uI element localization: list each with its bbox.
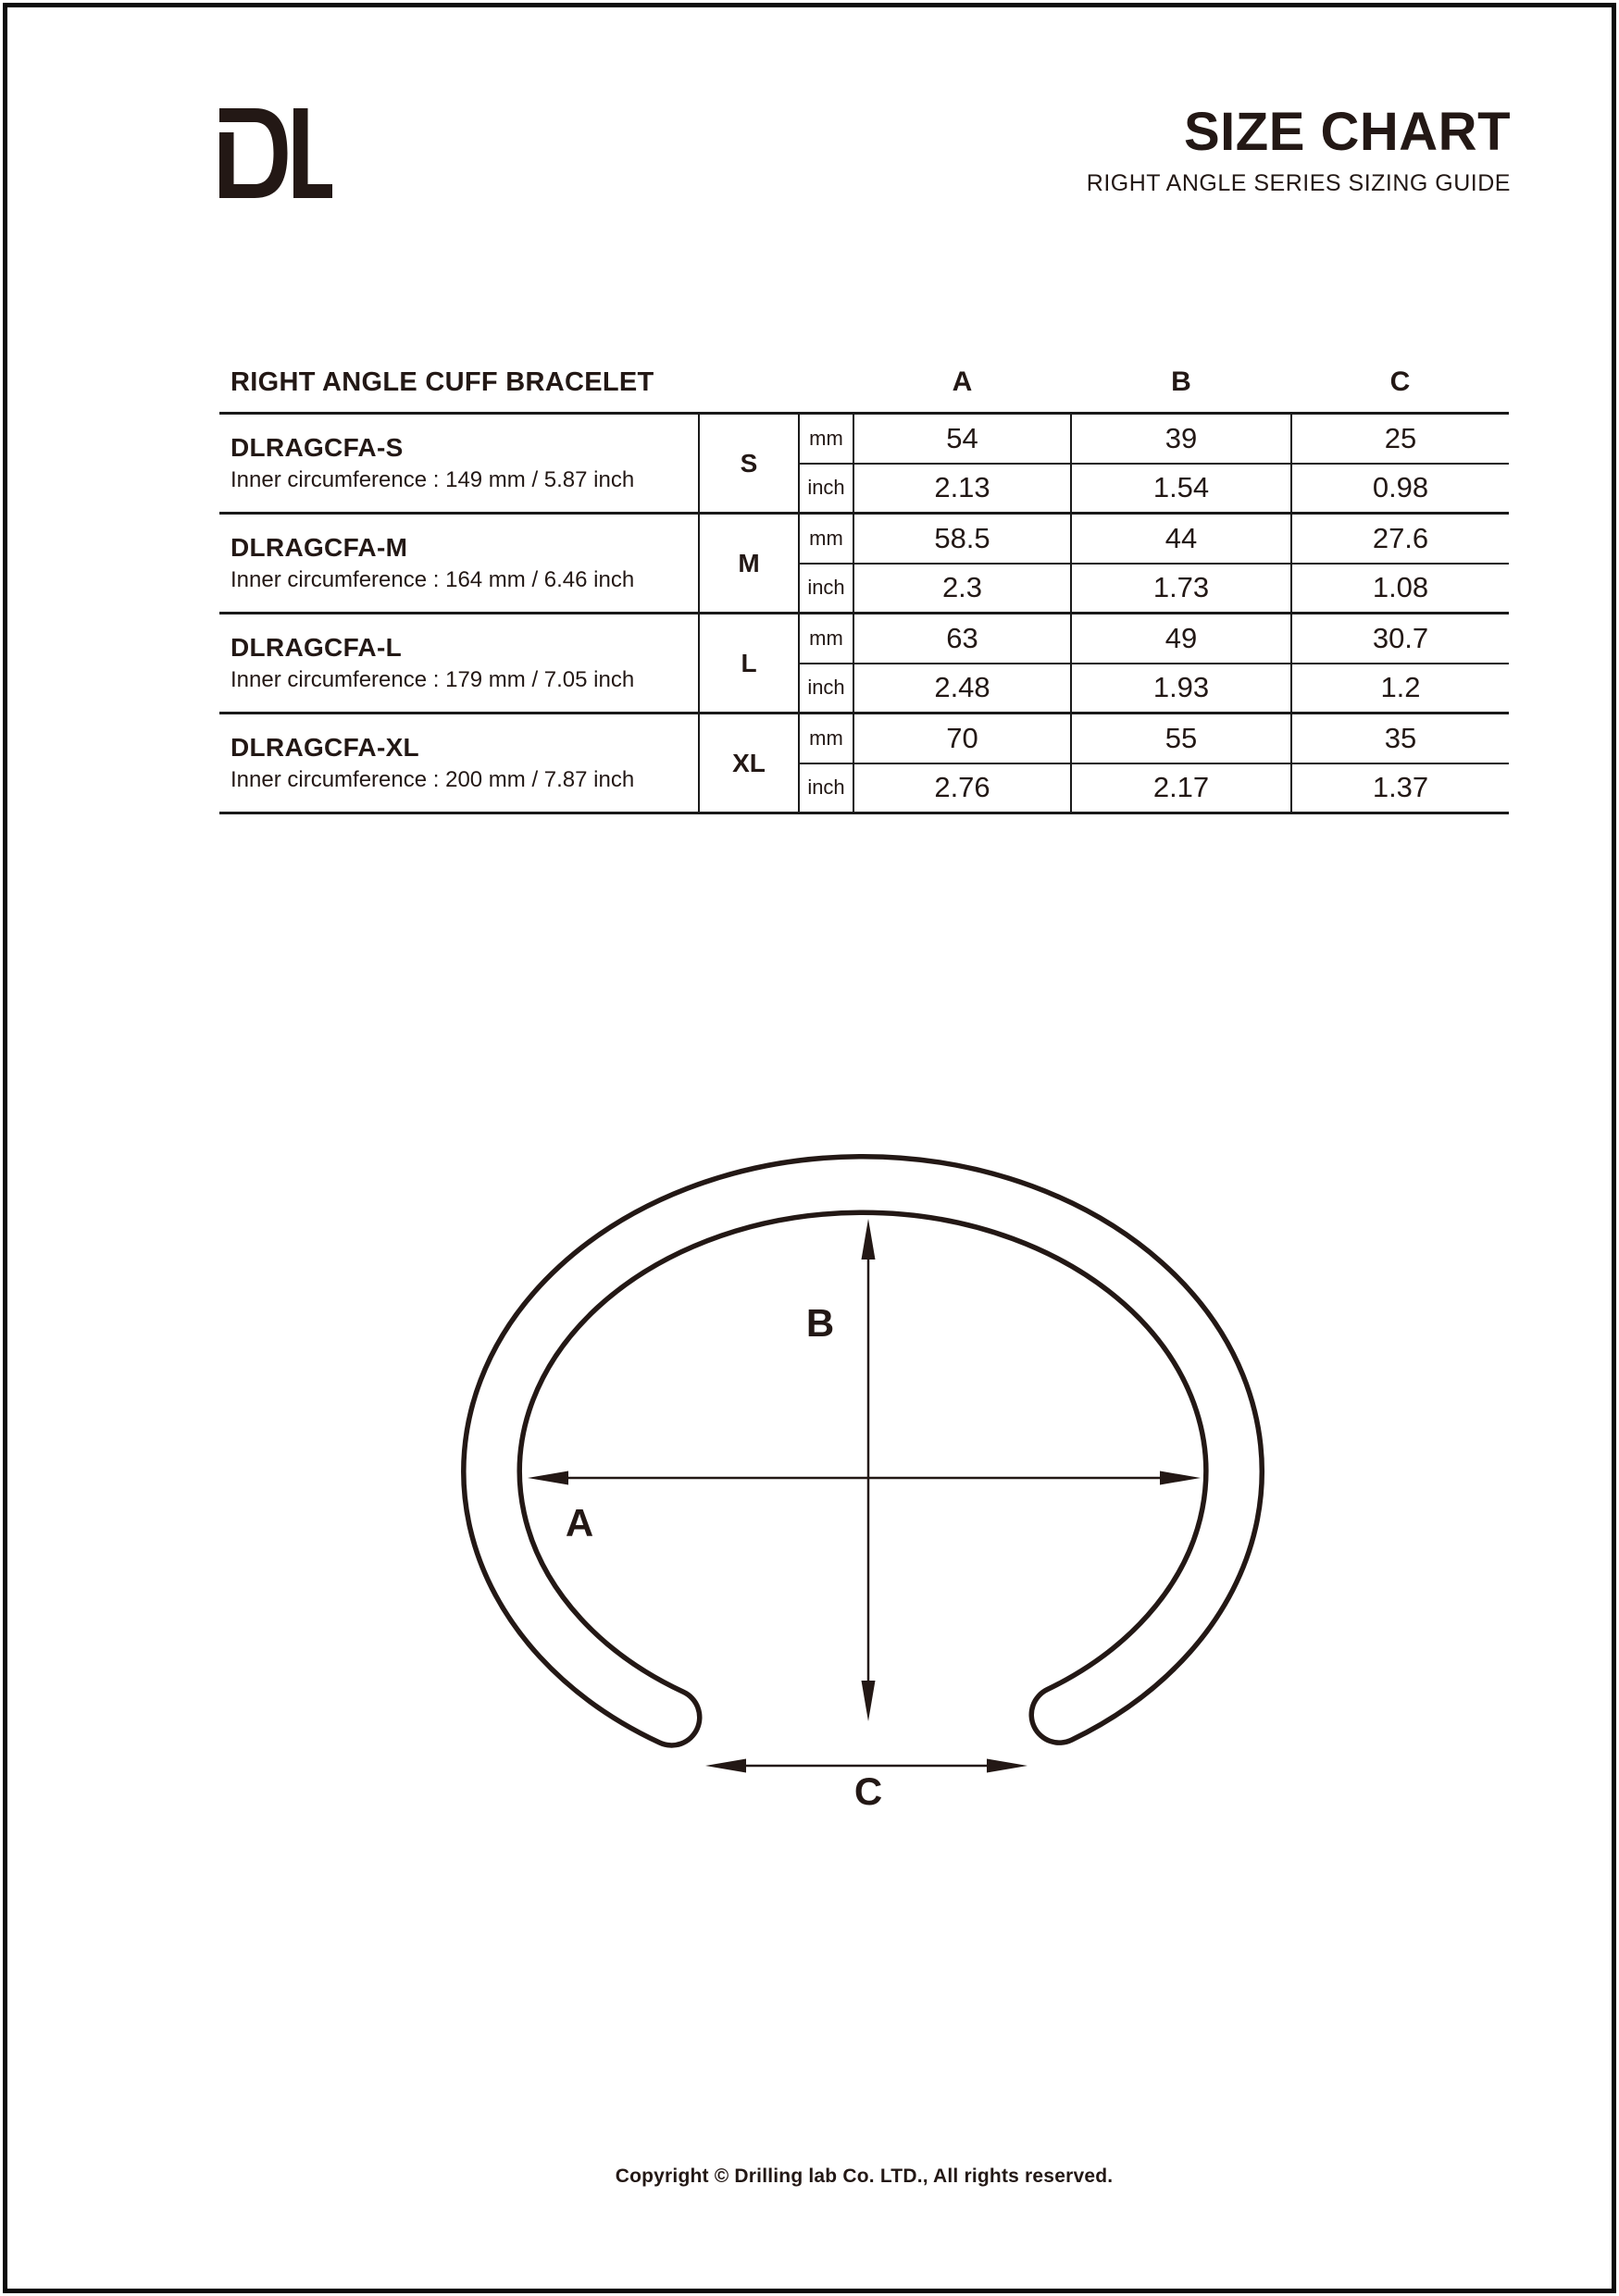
diagram-label-c: C bbox=[853, 1769, 883, 1813]
size-cell-xl: XL bbox=[699, 714, 799, 813]
value-l-mm-b: 49 bbox=[1071, 614, 1291, 664]
table-row bbox=[219, 514, 1509, 564]
diagram-label-a: A bbox=[565, 1501, 594, 1545]
value-s-mm-c: 25 bbox=[1291, 414, 1509, 464]
dim-arrow-a bbox=[528, 1471, 1201, 1485]
diagram-label-b: B bbox=[805, 1301, 835, 1345]
column-header-c: C bbox=[1389, 366, 1411, 397]
unit-label-inch: inch bbox=[799, 763, 853, 813]
size-cell-s: S bbox=[699, 414, 799, 514]
table-header-row bbox=[0, 366, 1619, 403]
value-m-mm-b: 44 bbox=[1071, 514, 1291, 564]
product-code: DLRAGCFA-XL bbox=[230, 733, 419, 763]
value-l-inch-b: 1.93 bbox=[1071, 664, 1291, 714]
value-s-inch-b: 1.54 bbox=[1071, 464, 1291, 514]
page-title: SIZE CHART bbox=[1184, 102, 1511, 162]
unit-label-mm: mm bbox=[799, 714, 853, 763]
cuff-diagram-icon bbox=[407, 1101, 1351, 1851]
table-title: RIGHT ANGLE CUFF BRACELET bbox=[230, 367, 654, 397]
dim-arrow-b bbox=[862, 1219, 876, 1721]
table-row bbox=[219, 614, 1509, 664]
page-subtitle: RIGHT ANGLE SERIES SIZING GUIDE bbox=[1086, 170, 1511, 196]
dl-logo-icon bbox=[219, 108, 338, 200]
value-xl-inch-c: 1.37 bbox=[1291, 763, 1509, 813]
value-xl-mm-a: 70 bbox=[853, 714, 1071, 763]
unit-label-mm: mm bbox=[799, 614, 853, 664]
value-xl-inch-a: 2.76 bbox=[853, 763, 1071, 813]
value-l-inch-a: 2.48 bbox=[853, 664, 1071, 714]
product-cell-l bbox=[219, 614, 699, 714]
unit-label-inch: inch bbox=[799, 564, 853, 614]
value-l-inch-c: 1.2 bbox=[1291, 664, 1509, 714]
column-header-b: B bbox=[1171, 366, 1191, 397]
value-s-inch-c: 0.98 bbox=[1291, 464, 1509, 514]
table-row bbox=[219, 414, 1509, 464]
dl-logo bbox=[219, 108, 338, 205]
value-xl-inch-b: 2.17 bbox=[1071, 763, 1291, 813]
product-cell-xl bbox=[219, 714, 699, 813]
value-m-inch-b: 1.73 bbox=[1071, 564, 1291, 614]
product-inner-circumference: Inner circumference : 164 mm / 6.46 inch bbox=[230, 567, 635, 593]
title-block bbox=[1086, 102, 1511, 196]
size-table bbox=[219, 412, 1509, 814]
product-cell-s bbox=[219, 414, 699, 514]
value-s-mm-b: 39 bbox=[1071, 414, 1291, 464]
value-m-mm-a: 58.5 bbox=[853, 514, 1071, 564]
product-code: DLRAGCFA-M bbox=[230, 533, 408, 563]
value-s-inch-a: 2.13 bbox=[853, 464, 1071, 514]
unit-label-inch: inch bbox=[799, 464, 853, 514]
unit-label-inch: inch bbox=[799, 664, 853, 714]
unit-label-mm: mm bbox=[799, 414, 853, 464]
table-row bbox=[219, 714, 1509, 763]
value-s-mm-a: 54 bbox=[853, 414, 1071, 464]
copyright-text: Copyright © Drilling lab Co. LTD., All rights reserved. bbox=[615, 2166, 1114, 2187]
column-header-a: A bbox=[952, 366, 973, 397]
value-l-mm-a: 63 bbox=[853, 614, 1071, 664]
value-m-mm-c: 27.6 bbox=[1291, 514, 1509, 564]
product-inner-circumference: Inner circumference : 200 mm / 7.87 inch bbox=[230, 767, 635, 793]
bracelet-diagram bbox=[407, 1101, 1351, 1855]
product-code: DLRAGCFA-S bbox=[230, 433, 404, 463]
value-m-inch-c: 1.08 bbox=[1291, 564, 1509, 614]
product-code: DLRAGCFA-L bbox=[230, 633, 402, 663]
size-cell-m: M bbox=[699, 514, 799, 614]
product-inner-circumference: Inner circumference : 149 mm / 5.87 inch bbox=[230, 467, 635, 493]
product-inner-circumference: Inner circumference : 179 mm / 7.05 inch bbox=[230, 667, 635, 693]
value-xl-mm-c: 35 bbox=[1291, 714, 1509, 763]
unit-label-mm: mm bbox=[799, 514, 853, 564]
size-cell-l: L bbox=[699, 614, 799, 714]
value-m-inch-a: 2.3 bbox=[853, 564, 1071, 614]
value-xl-mm-b: 55 bbox=[1071, 714, 1291, 763]
product-cell-m bbox=[219, 514, 699, 614]
value-l-mm-c: 30.7 bbox=[1291, 614, 1509, 664]
